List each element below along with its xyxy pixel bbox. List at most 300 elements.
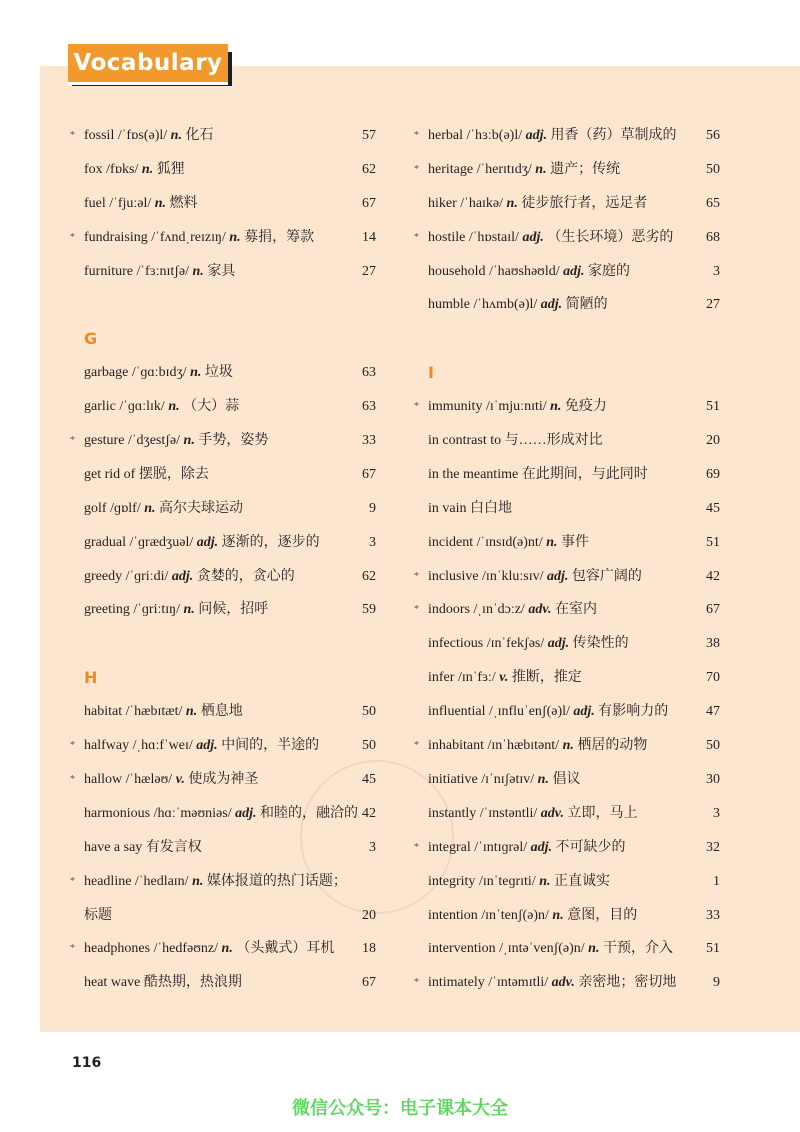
- entry-text: [84, 356, 233, 390]
- entry-text: [84, 831, 202, 865]
- entry-pos: n.: [190, 365, 202, 381]
- entry-word: headphones: [84, 941, 151, 957]
- key-word-star-icon: *: [414, 977, 419, 989]
- entry-meaning: 和睦的，融洽的: [260, 805, 358, 821]
- entry-page-ref: 62: [362, 568, 376, 584]
- entry-pos: n.: [221, 941, 233, 957]
- entry-text: [84, 187, 198, 221]
- entry-page-ref: 59: [362, 602, 376, 618]
- key-word-star-icon: *: [414, 570, 419, 582]
- page-number: 116: [72, 1055, 102, 1071]
- entry-word: heritage: [428, 161, 474, 177]
- entry-page-ref: 51: [706, 534, 720, 550]
- entry-word: instantly: [428, 805, 477, 821]
- entry-text: [84, 390, 239, 424]
- entry-word: inclusive: [428, 568, 479, 584]
- vocab-entry: [414, 221, 724, 255]
- entry-meaning: 募捐，筹款: [244, 229, 315, 245]
- vocab-entry: [414, 492, 724, 526]
- entry-page-ref: 32: [706, 839, 720, 855]
- entry-page-ref: 62: [362, 161, 376, 177]
- entry-text: [84, 153, 185, 187]
- vocab-entry: [414, 661, 724, 695]
- vocab-entry: [70, 763, 380, 797]
- entry-meaning: 酷热期，热浪期: [143, 975, 242, 991]
- entry-page-ref: 9: [713, 975, 720, 991]
- entry-phonetic: /ˌɪnfluˈenʃ(ə)l/: [489, 704, 570, 720]
- entry-text: [428, 729, 647, 763]
- entry-text: [428, 288, 608, 322]
- entry-page-ref: 70: [706, 670, 720, 686]
- entry-text: [84, 966, 242, 1000]
- vocab-entry: [414, 255, 724, 289]
- vocab-entry: [70, 187, 380, 221]
- entry-pos: n.: [535, 161, 547, 177]
- entry-phonetic: /hɑːˈməʊniəs/: [153, 805, 232, 821]
- entry-pos: n.: [141, 161, 154, 177]
- entry-pos: adv.: [528, 602, 552, 618]
- entry-text: [428, 560, 642, 594]
- key-word-star-icon: *: [70, 773, 75, 785]
- entry-phonetic: /ɪnˈtenʃ(ə)n/: [481, 907, 549, 923]
- entry-word: indoors: [428, 602, 470, 618]
- entry-word: inhabitant: [428, 738, 484, 754]
- footer-text: 微信公众号：电子课本大全: [292, 1098, 508, 1119]
- vocab-entry: [70, 526, 380, 560]
- entry-word: in the meantime: [428, 466, 519, 482]
- entry-word: fossil: [84, 128, 115, 143]
- entry-meaning: 化石: [185, 128, 214, 143]
- entry-text: [428, 187, 647, 221]
- entry-text: [428, 593, 597, 627]
- key-word-star-icon: *: [70, 130, 75, 141]
- entry-word: have a say: [84, 839, 143, 855]
- entry-pos: v.: [499, 670, 509, 686]
- entry-meaning: 传染性的: [572, 636, 629, 652]
- entry-meaning: 用香（药）草制成的: [550, 128, 677, 143]
- entry-phonetic: /ˌɪntəˈvenʃ(ə)n/: [499, 941, 585, 957]
- entry-text: [84, 932, 334, 966]
- entry-meaning: 媒体报道的热门话题；: [206, 873, 347, 889]
- entry-phonetic: /ˈfʌndˌreɪzɪŋ/: [151, 229, 226, 245]
- entry-word: habitat: [84, 704, 123, 720]
- vocab-entry: [414, 865, 724, 899]
- entry-page-ref: 45: [706, 500, 720, 516]
- entry-text: [428, 492, 512, 526]
- key-word-star-icon: *: [414, 740, 419, 752]
- entry-text: [428, 153, 620, 187]
- entry-text: [84, 526, 320, 560]
- entry-text: [428, 458, 648, 492]
- entry-page-ref: 1: [713, 873, 720, 889]
- entry-word: gesture: [84, 433, 125, 449]
- entry-meaning: 不可缺少的: [555, 839, 626, 855]
- entry-pos: adj.: [547, 636, 570, 652]
- entry-page-ref: 27: [706, 297, 720, 313]
- entry-word: influential: [428, 704, 486, 720]
- entry-text: [84, 424, 268, 458]
- entry-phonetic: /ˈfjuːəl/: [109, 195, 152, 211]
- vocab-entry: [414, 966, 724, 1000]
- entry-text: [428, 255, 630, 289]
- entry-text: [428, 932, 673, 966]
- entry-page-ref: 18: [362, 941, 376, 957]
- entry-word: garbage: [84, 365, 129, 381]
- entry-pos: n.: [562, 738, 574, 754]
- entry-meaning: 标题: [84, 907, 112, 923]
- entry-text: [428, 661, 582, 695]
- entry-phonetic: /ˈhæbɪtæt/: [125, 704, 183, 720]
- entry-page-ref: 68: [706, 229, 720, 245]
- entry-text: [84, 797, 358, 831]
- entry-phonetic: /ˌɪnˈdɔːz/: [473, 602, 525, 618]
- vocab-entry: [70, 797, 380, 831]
- entry-text: [84, 492, 243, 526]
- entry-phonetic: /ˈhɒstaɪl/: [468, 229, 519, 245]
- vocab-entry: [70, 458, 380, 492]
- key-word-star-icon: *: [414, 163, 419, 175]
- entry-word: intention: [428, 907, 478, 923]
- entry-page-ref: 51: [706, 399, 720, 415]
- entry-meaning: 中间的，半途的: [221, 738, 320, 754]
- entry-phonetic: /ɡɒlf/: [110, 500, 141, 516]
- entry-page-ref: 3: [369, 839, 376, 855]
- entry-text: [84, 729, 319, 763]
- entry-page-ref: 14: [362, 229, 376, 245]
- vocab-entry: [414, 187, 724, 221]
- key-word-star-icon: *: [70, 435, 75, 447]
- entry-phonetic: /ˈɪnstəntli/: [479, 805, 538, 821]
- entry-meaning: 有发言权: [145, 839, 202, 855]
- entry-meaning: 逐渐的，逐步的: [221, 534, 320, 550]
- vocab-entry: [70, 966, 380, 1000]
- entry-page-ref: 50: [362, 738, 376, 754]
- key-word-star-icon: *: [70, 740, 75, 752]
- entry-text: [84, 593, 268, 627]
- entry-word: integral: [428, 839, 471, 855]
- entry-phonetic: /ˈhedlaɪn/: [134, 873, 189, 889]
- entry-page-ref: 51: [706, 941, 720, 957]
- entry-page-ref: 20: [362, 907, 376, 923]
- entry-meaning: 使成为神圣: [188, 771, 259, 787]
- entry-page-ref: 67: [362, 195, 376, 211]
- vocab-entry: [414, 593, 724, 627]
- entry-meaning: 家具: [207, 263, 236, 279]
- entry-text: [428, 119, 677, 153]
- entry-text: [84, 899, 112, 933]
- entry-phonetic: /ˈhedfəʊnz/: [153, 941, 219, 957]
- entry-pos: adj.: [171, 568, 194, 584]
- letter-heading: [414, 322, 724, 390]
- entry-pos: adv.: [540, 805, 564, 821]
- vocab-entry: [70, 560, 380, 594]
- entry-word: household: [428, 263, 486, 279]
- entry-pos: adj.: [522, 229, 544, 245]
- entry-text: [84, 255, 235, 289]
- entry-meaning: 燃料: [169, 195, 198, 211]
- entry-meaning: （头戴式）耳机: [236, 941, 335, 957]
- entry-meaning: （大）蒜: [183, 399, 240, 415]
- entry-phonetic: /ˈhɜːb(ə)l/: [466, 128, 523, 143]
- entry-pos: n.: [144, 500, 156, 516]
- key-word-star-icon: *: [70, 943, 75, 955]
- entry-pos: adj.: [540, 297, 563, 313]
- key-word-star-icon: *: [414, 604, 419, 616]
- entry-pos: n.: [185, 704, 198, 720]
- entry-word: garlic: [84, 399, 116, 415]
- entry-meaning: 栖居的动物: [577, 738, 648, 754]
- entry-page-ref: 63: [362, 365, 376, 381]
- entry-page-ref: 33: [362, 433, 376, 449]
- entry-page-ref: 67: [362, 466, 376, 482]
- entry-word: greeting: [84, 602, 130, 618]
- entry-pos: adj.: [235, 805, 257, 821]
- entry-word: hostile: [428, 229, 466, 245]
- entry-pos: adj.: [525, 128, 548, 143]
- entry-page-ref: 20: [706, 433, 720, 449]
- entry-page-ref: 65: [706, 195, 720, 211]
- entry-word: humble: [428, 297, 470, 313]
- vocab-column-right: [414, 119, 724, 1000]
- entry-phonetic: /ˈfɒs(ə)l/: [117, 128, 168, 143]
- entry-text: [84, 560, 295, 594]
- vocab-entry: [414, 695, 724, 729]
- entry-pos: n.: [170, 128, 182, 143]
- entry-meaning: 在室内: [555, 602, 598, 618]
- entry-meaning: 推断，推定: [511, 670, 582, 686]
- entry-phonetic: /ˈɪnsɪd(ə)nt/: [476, 534, 543, 550]
- vocab-entry: [70, 865, 380, 899]
- vocab-entry: [70, 390, 380, 424]
- entry-pos: n.: [539, 873, 551, 889]
- entry-text: [428, 221, 673, 255]
- entry-pos: adv.: [551, 975, 575, 991]
- entry-phonetic: /ˈɡrædʒuəl/: [129, 534, 194, 550]
- entry-pos: n.: [552, 907, 564, 923]
- entry-meaning: 栖息地: [200, 704, 243, 720]
- entry-meaning: 高尔夫球运动: [159, 500, 244, 516]
- vocab-entry: [414, 932, 724, 966]
- vocab-entry: [414, 424, 724, 458]
- vocab-entry: [414, 831, 724, 865]
- entry-text: [428, 695, 668, 729]
- entry-phonetic: /ˈɪntəmɪtli/: [488, 975, 549, 991]
- entry-meaning: 干预，介入: [602, 941, 673, 957]
- key-word-star-icon: *: [414, 401, 419, 413]
- entry-pos: n.: [229, 229, 241, 245]
- entry-text: [428, 899, 637, 933]
- entry-meaning: 免疫力: [564, 399, 607, 415]
- vocab-entry: [70, 119, 380, 153]
- vocab-entry: [70, 695, 380, 729]
- entry-text: [84, 865, 347, 899]
- letter-heading: [70, 627, 380, 695]
- entry-phonetic: /ˈɡɑːbɪdʒ/: [131, 365, 187, 381]
- entry-phonetic: /ɪˈmjuːnɪti/: [485, 399, 547, 415]
- entry-page-ref: 67: [706, 602, 720, 618]
- vocab-entry: [414, 153, 724, 187]
- entry-meaning: （生长环境）恶劣的: [547, 229, 674, 245]
- vocab-entry: [414, 458, 724, 492]
- entry-word: infectious: [428, 636, 484, 652]
- entry-page-ref: 30: [706, 771, 720, 787]
- entry-meaning: 摆脱，除去: [138, 466, 209, 482]
- vocab-entry: [414, 119, 724, 153]
- entry-text: [428, 526, 589, 560]
- entry-meaning: 简陋的: [565, 297, 608, 313]
- entry-meaning: 垃圾: [204, 365, 233, 381]
- entry-page-ref: 57: [362, 128, 376, 143]
- entry-phonetic: /fɒks/: [106, 161, 139, 177]
- vocab-entry: [70, 932, 380, 966]
- vocab-entry: [414, 390, 724, 424]
- vocab-entry: [414, 899, 724, 933]
- entry-phonetic: /ˈɡriːdi/: [125, 568, 169, 584]
- entry-phonetic: /ˈɡɑːlɪk/: [119, 399, 165, 415]
- entry-page-ref: 33: [706, 907, 720, 923]
- entry-pos: n.: [506, 195, 518, 211]
- vocab-entry: [414, 526, 724, 560]
- entry-text: [428, 424, 603, 458]
- entry-word: incident: [428, 534, 474, 550]
- entry-word: furniture: [84, 263, 133, 279]
- entry-page-ref: 3: [713, 805, 720, 821]
- entry-phonetic: /ˈhæləʊ/: [125, 771, 173, 787]
- entry-meaning: 家庭的: [588, 263, 631, 279]
- entry-text: [428, 831, 626, 865]
- entry-phonetic: /ˌhɑːfˈweɪ/: [132, 738, 193, 754]
- letter-heading-label: G: [84, 329, 98, 349]
- entry-word: intimately: [428, 975, 485, 991]
- entry-text: [428, 797, 638, 831]
- entry-pos: n.: [154, 195, 167, 211]
- entry-text: [84, 763, 258, 797]
- entry-phonetic: /ˈɪntɪɡrəl/: [474, 839, 528, 855]
- vocab-entry: [414, 763, 724, 797]
- vocab-column-left: [70, 119, 380, 1000]
- vocab-entry: [70, 492, 380, 526]
- entry-phonetic: /ˈɡriːtɪŋ/: [133, 602, 180, 618]
- entry-pos: adj.: [573, 704, 595, 720]
- entry-meaning: 有影响力的: [598, 704, 669, 720]
- entry-meaning: 在此期间，与此同时: [521, 466, 648, 482]
- entry-word: integrity: [428, 873, 476, 889]
- vocab-entry: [414, 560, 724, 594]
- section-title: Vocabulary: [73, 50, 223, 76]
- vocab-entry: [414, 288, 724, 322]
- entry-text: [428, 763, 580, 797]
- entry-phonetic: /ˈherɪtɪdʒ/: [476, 161, 532, 177]
- entry-text: [428, 966, 676, 1000]
- entry-text: [84, 119, 213, 153]
- vocab-entry: [70, 424, 380, 458]
- entry-page-ref: 50: [706, 738, 720, 754]
- entry-meaning: 立即，马上: [567, 805, 638, 821]
- vocab-entry: [70, 356, 380, 390]
- entry-word: in contrast to: [428, 433, 502, 449]
- entry-page-ref: 56: [706, 128, 720, 143]
- entry-word: headline: [84, 873, 132, 889]
- entry-text: [84, 458, 209, 492]
- entry-page-ref: 9: [369, 500, 376, 516]
- entry-word: in vain: [428, 500, 467, 516]
- entry-pos: adj.: [196, 738, 218, 754]
- entry-pos: adj.: [547, 568, 569, 584]
- entry-phonetic: /ˈhaɪkə/: [460, 195, 504, 211]
- entry-page-ref: 3: [369, 534, 376, 550]
- entry-meaning: 正直诚实: [554, 873, 610, 889]
- entry-page-ref: 45: [362, 771, 376, 787]
- entry-meaning: 与……形成对比: [504, 433, 603, 449]
- entry-word: greedy: [84, 568, 123, 584]
- entry-pos: adj.: [196, 534, 219, 550]
- entry-meaning: 包容广阔的: [571, 568, 642, 584]
- entry-page-ref: 27: [362, 263, 376, 279]
- entry-pos: n.: [168, 399, 180, 415]
- entry-phonetic: /ˈdʒestʃə/: [127, 433, 181, 449]
- entry-meaning: 倡议: [552, 771, 581, 787]
- letter-heading-label: I: [428, 363, 434, 383]
- entry-meaning: 问候，招呼: [198, 602, 269, 618]
- entry-word: fundraising: [84, 229, 148, 245]
- entry-word: hallow: [84, 771, 123, 787]
- vocab-entry: [414, 797, 724, 831]
- entry-pos: adj.: [530, 839, 553, 855]
- entry-phonetic: /ɪnˈteɡrɪti/: [478, 873, 536, 889]
- entry-text: [428, 865, 610, 899]
- entry-page-ref: 42: [362, 805, 376, 821]
- entry-pos: n.: [192, 263, 204, 279]
- entry-page-ref: 42: [706, 568, 720, 584]
- entry-page-ref: 69: [706, 466, 720, 482]
- entry-meaning: 事件: [561, 534, 590, 550]
- entry-word: initiative: [428, 771, 478, 787]
- key-word-star-icon: *: [414, 841, 419, 853]
- letter-heading: [70, 288, 380, 356]
- entry-phonetic: /ɪnˈfɜː/: [457, 670, 496, 686]
- entry-meaning: 贪婪的，贪心的: [196, 568, 295, 584]
- entry-pos: n.: [550, 399, 562, 415]
- vocab-entry: [414, 729, 724, 763]
- entry-word: golf: [84, 500, 107, 516]
- entry-phonetic: /ˈfɜːnɪtʃə/: [136, 263, 190, 279]
- entry-phonetic: /ɪnˈhæbɪtənt/: [487, 738, 560, 754]
- entry-meaning: 遗产；传统: [550, 161, 621, 177]
- entry-text: [84, 695, 243, 729]
- entry-phonetic: /ɪnˈkluːsɪv/: [482, 568, 544, 584]
- vocab-entry: [70, 255, 380, 289]
- vocab-entry: [70, 153, 380, 187]
- entry-word: intervention: [428, 941, 496, 957]
- entry-word: infer: [428, 670, 455, 686]
- letter-heading-label: H: [84, 668, 98, 688]
- entry-phonetic: /ˈhʌmb(ə)l/: [473, 297, 538, 313]
- entry-word: fox: [84, 161, 103, 177]
- entry-page-ref: 63: [362, 399, 376, 415]
- entry-page-ref: 3: [713, 263, 720, 279]
- entry-meaning: 手势，姿势: [198, 433, 269, 449]
- entry-meaning: 亲密地；密切地: [578, 975, 677, 991]
- entry-word: fuel: [84, 195, 106, 211]
- entry-pos: n.: [546, 534, 558, 550]
- entry-word: get rid of: [84, 466, 136, 482]
- vocab-entry: [70, 899, 380, 933]
- entry-page-ref: 50: [706, 161, 720, 177]
- entry-page-ref: 50: [362, 704, 376, 720]
- key-word-star-icon: *: [70, 875, 75, 887]
- entry-text: [428, 627, 629, 661]
- entry-phonetic: /ˈhaʊshəʊld/: [489, 263, 560, 279]
